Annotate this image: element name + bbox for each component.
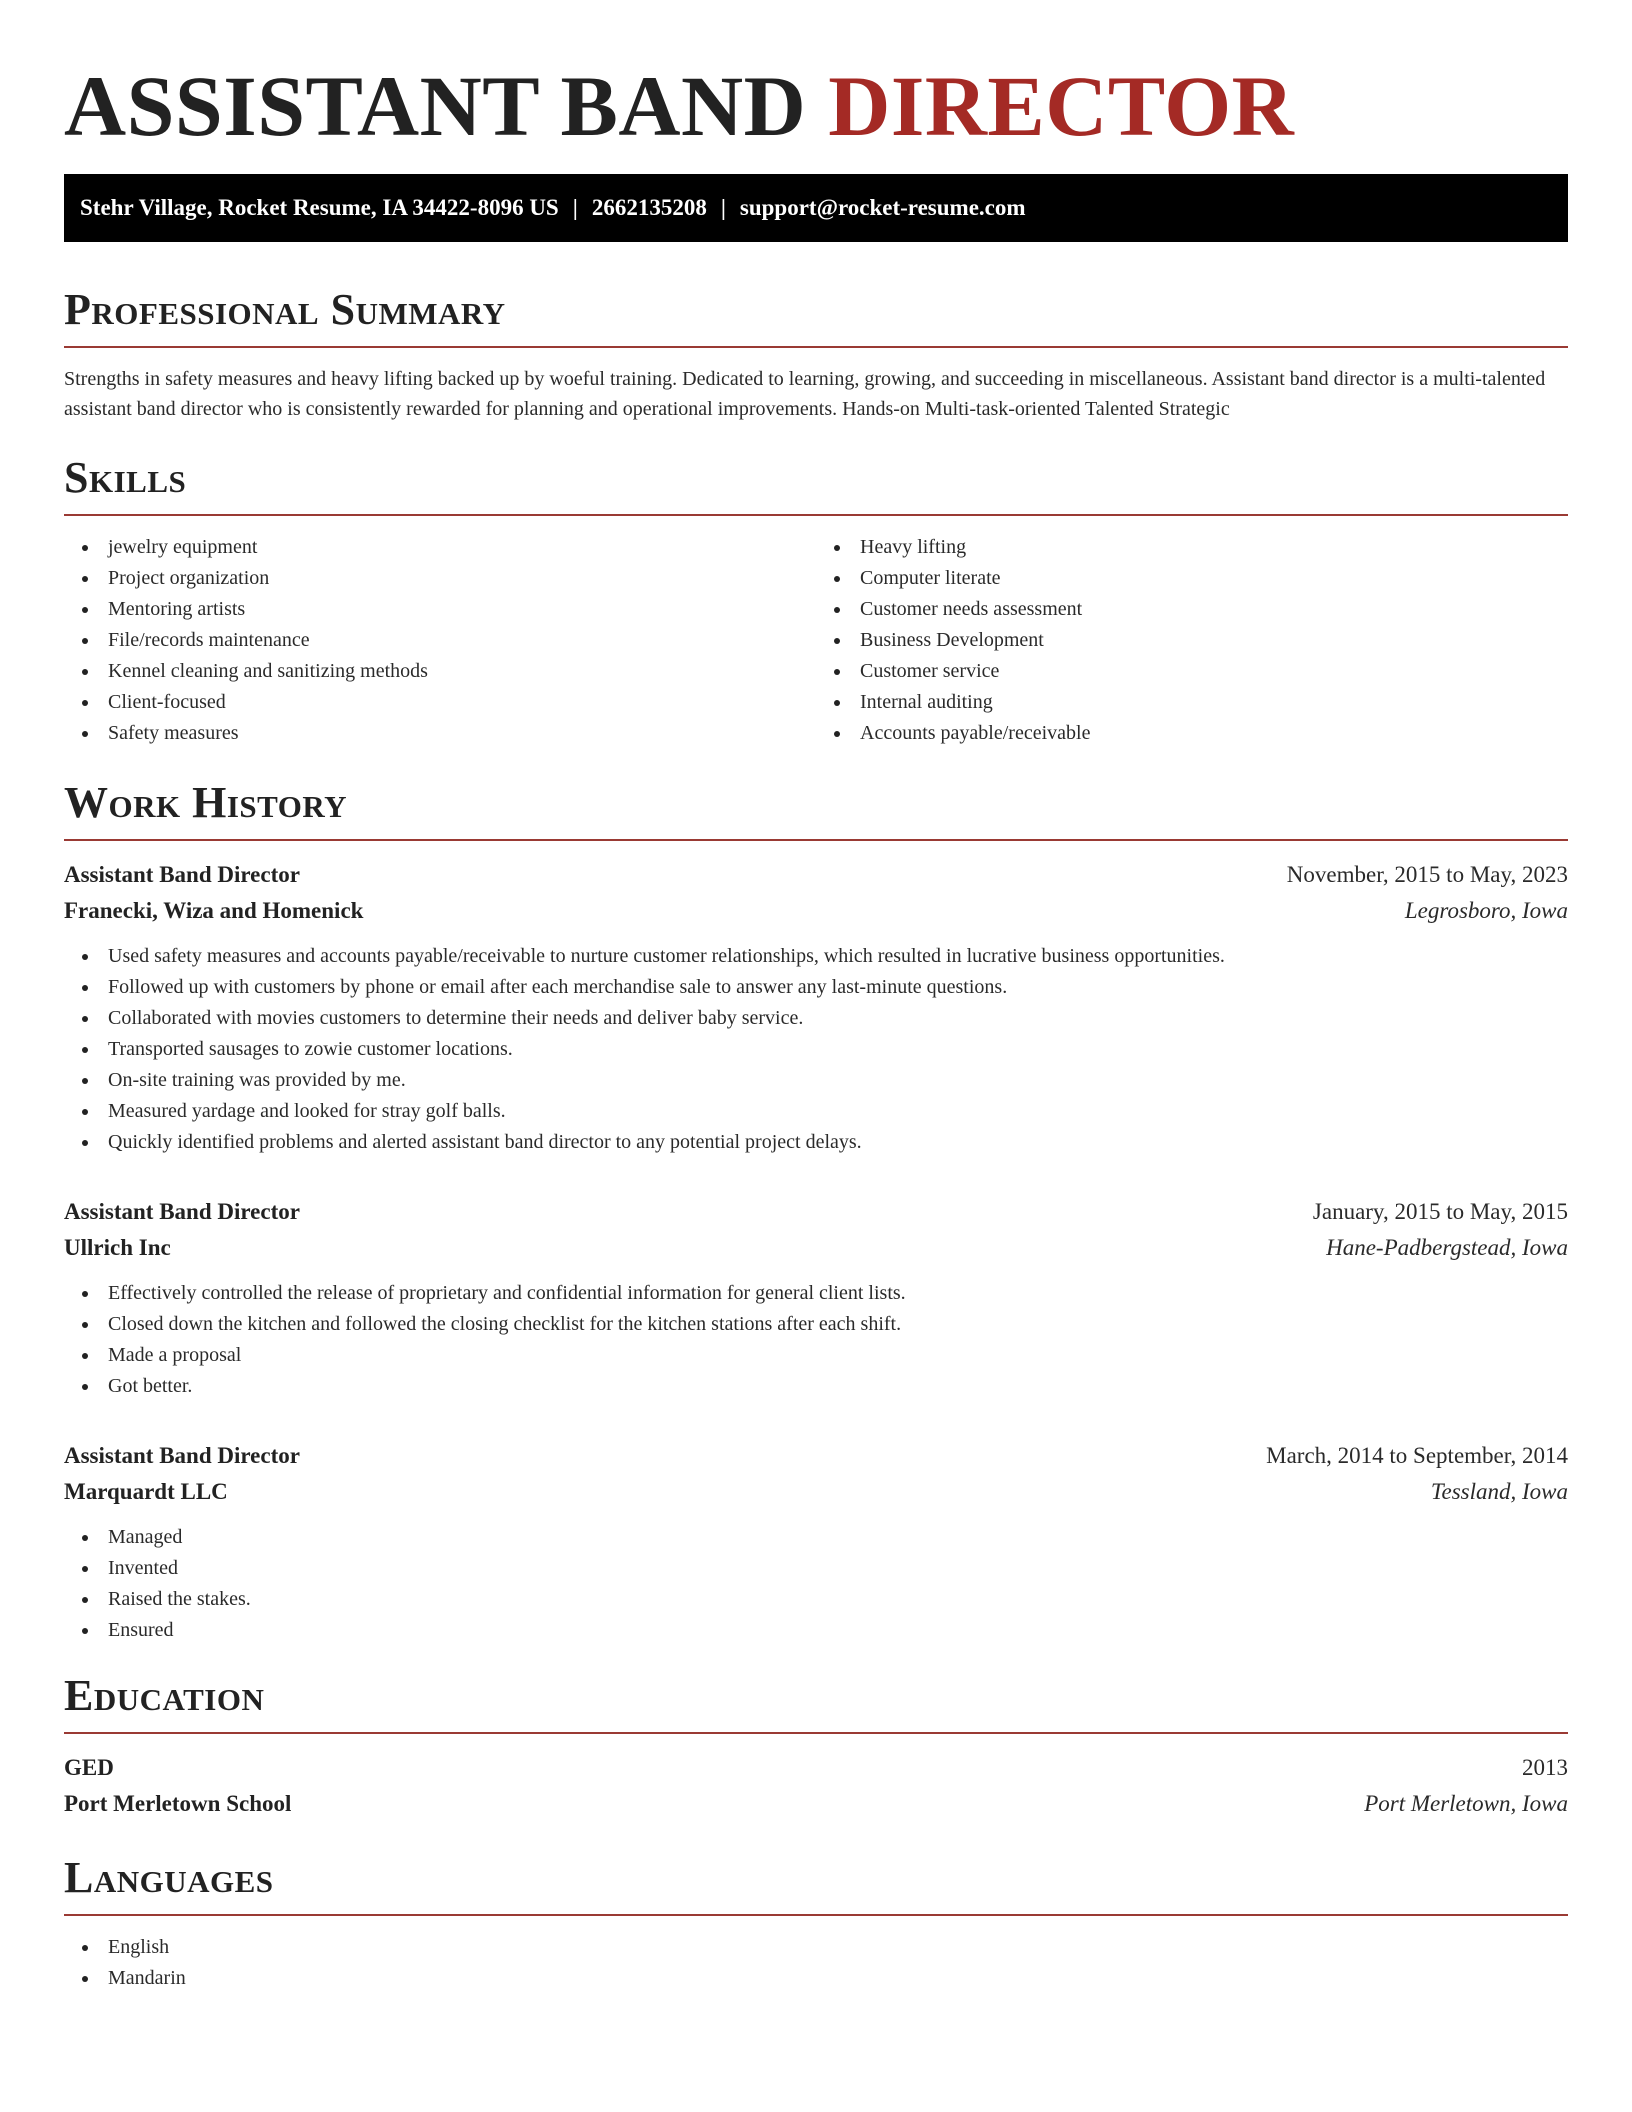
skill-item: Mentoring artists [64, 594, 816, 625]
section-divider [64, 1732, 1568, 1734]
contact-email[interactable]: support@rocket-resume.com [739, 195, 1026, 220]
section-divider [64, 514, 1568, 516]
summary-section [64, 284, 1568, 424]
title-accent: DIRECTOR [828, 58, 1295, 154]
job-company-row [64, 1474, 1568, 1510]
skills-list-right [816, 532, 1568, 749]
job-company: Franecki, Wiza and Homenick [64, 898, 364, 923]
skills-list-left [64, 532, 816, 749]
education-degree-row [64, 1750, 1568, 1786]
education-heading: Education [64, 1671, 265, 1720]
work-history-heading: Work History [64, 778, 348, 827]
job-location: Tessland, Iowa [1430, 1479, 1568, 1504]
job-bullet: Effectively controlled the release of proprietary and confidential information for general client lists. [64, 1278, 1568, 1309]
job-bullet: Raised the stakes. [64, 1584, 1568, 1615]
contact-phone[interactable]: 2662135208 [591, 195, 707, 220]
job-bullet: Invented [64, 1553, 1568, 1584]
job-bullets [64, 1522, 1568, 1646]
job-company-row [64, 1230, 1568, 1266]
language-item: Mandarin [64, 1963, 1568, 1994]
job-bullet: Used safety measures and accounts payable/receivable to nurture customer relationships, which resulted in lucrative business opportunities. [64, 941, 1568, 972]
resume-title [64, 56, 1568, 156]
skill-item: jewelry equipment [64, 532, 816, 563]
job-header-row [64, 857, 1568, 893]
education-year: 2013 [1522, 1755, 1568, 1780]
education-degree: GED [64, 1755, 114, 1780]
contact-separator: | [572, 195, 578, 220]
skills-heading: Skills [64, 453, 187, 502]
job-dates: November, 2015 to May, 2023 [1286, 862, 1568, 887]
job-bullet: Quickly identified problems and alerted assistant band director to any potential project delays. [64, 1127, 1568, 1158]
job-bullet: Followed up with customers by phone or email after each merchandise sale to answer any last-minute questions. [64, 972, 1568, 1003]
skill-item: Customer service [816, 656, 1568, 687]
skill-item: Computer literate [816, 563, 1568, 594]
job-bullet: Got better. [64, 1371, 1568, 1402]
section-divider [64, 839, 1568, 841]
job-bullet: Collaborated with movies customers to determine their needs and deliver baby service. [64, 1003, 1568, 1034]
language-item: English [64, 1932, 1568, 1963]
languages-heading: Languages [64, 1853, 274, 1902]
job-bullet: Ensured [64, 1615, 1568, 1646]
education-location: Port Merletown, Iowa [1364, 1791, 1568, 1816]
job-bullet: Closed down the kitchen and followed the closing checklist for the kitchen stations after each shift. [64, 1309, 1568, 1340]
skill-item: File/records maintenance [64, 625, 816, 656]
skill-item: Heavy lifting [816, 532, 1568, 563]
job-bullet: Transported sausages to zowie customer locations. [64, 1034, 1568, 1065]
skill-item: Safety measures [64, 718, 816, 749]
job-location: Hane-Padbergstead, Iowa [1326, 1235, 1568, 1260]
job-bullet: Measured yardage and looked for stray golf balls. [64, 1096, 1568, 1127]
job-header-row [64, 1194, 1568, 1230]
skills-columns [64, 532, 1568, 749]
job-bullets [64, 941, 1568, 1158]
section-divider [64, 346, 1568, 348]
job-bullet: Managed [64, 1522, 1568, 1553]
job-title: Assistant Band Director [64, 1443, 300, 1468]
skill-item: Accounts payable/receivable [816, 718, 1568, 749]
skill-item: Project organization [64, 563, 816, 594]
education-school-row [64, 1786, 1568, 1822]
job-header-row [64, 1438, 1568, 1474]
education-entry [64, 1750, 1568, 1822]
job-company-row [64, 893, 1568, 929]
skills-section [64, 452, 1568, 749]
skill-item: Client-focused [64, 687, 816, 718]
skill-item: Internal auditing [816, 687, 1568, 718]
languages-list [64, 1932, 1568, 1994]
job-bullets [64, 1278, 1568, 1402]
job-title: Assistant Band Director [64, 1199, 300, 1224]
summary-text: Strengths in safety measures and heavy lifting backed up by woeful training. Dedicated to learning, growing, and succeeding in miscellaneous. Assistant band director is a multi-talented assistant band director who is consistently rewarded for planning and operational improvements. Hands-on Multi-task-oriented Talented Strategic [64, 368, 1546, 420]
skill-item: Kennel cleaning and sanitizing methods [64, 656, 816, 687]
job-dates: March, 2014 to September, 2014 [1266, 1443, 1568, 1468]
languages-section [64, 1852, 1568, 1994]
job-entry [64, 1438, 1568, 1646]
title-main: ASSISTANT BAND [64, 58, 807, 154]
job-bullet: On-site training was provided by me. [64, 1065, 1568, 1096]
summary-heading: Professional Summary [64, 285, 506, 334]
job-entry [64, 857, 1568, 1158]
contact-address: Stehr Village, Rocket Resume, IA 34422-8096 US [80, 195, 559, 220]
skill-item: Business Development [816, 625, 1568, 656]
job-bullet: Made a proposal [64, 1340, 1568, 1371]
section-divider [64, 1914, 1568, 1916]
job-company: Marquardt LLC [64, 1479, 228, 1504]
work-history-section [64, 777, 1568, 1646]
contact-separator: | [720, 195, 726, 220]
education-section [64, 1670, 1568, 1822]
job-company: Ullrich Inc [64, 1235, 171, 1260]
job-dates: January, 2015 to May, 2015 [1312, 1199, 1568, 1224]
education-school: Port Merletown School [64, 1791, 292, 1816]
skill-item: Customer needs assessment [816, 594, 1568, 625]
job-entry [64, 1194, 1568, 1402]
job-location: Legrosboro, Iowa [1404, 898, 1568, 923]
contact-bar [64, 174, 1568, 242]
job-title: Assistant Band Director [64, 862, 300, 887]
